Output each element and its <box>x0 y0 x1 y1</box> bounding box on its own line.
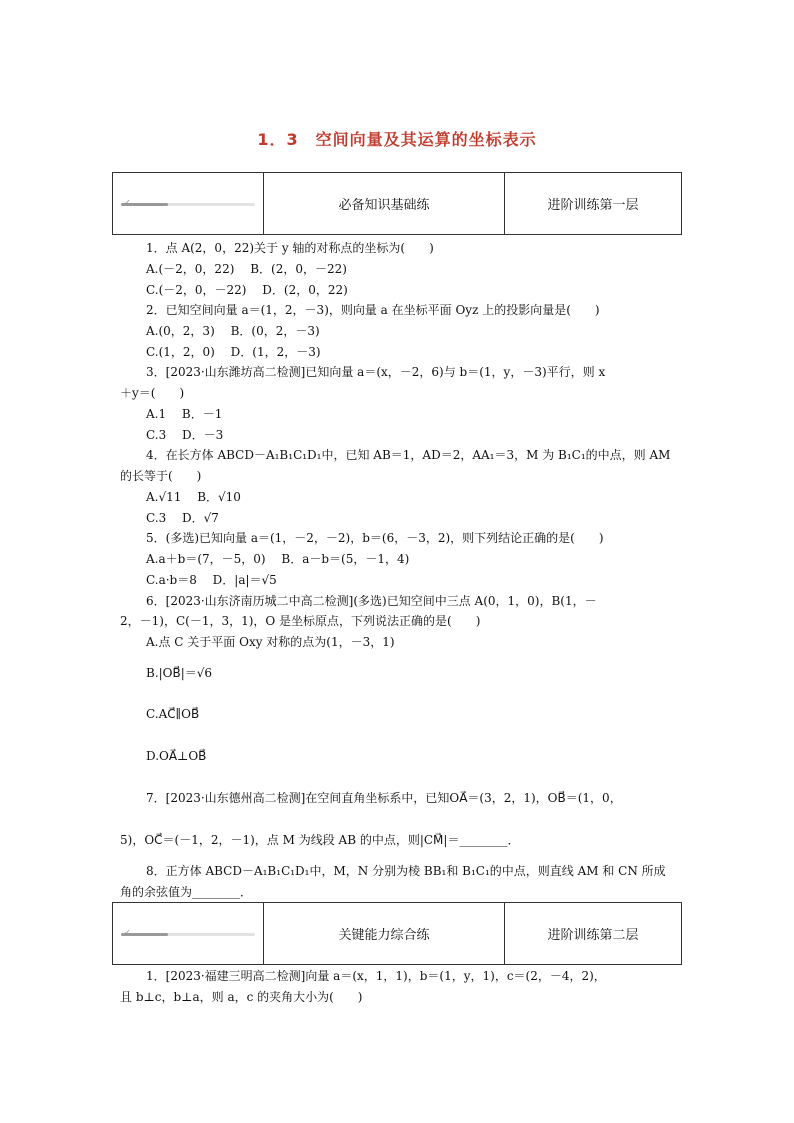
option-line: C.AC⃗∥OB⃗ <box>146 707 200 721</box>
progress-bar <box>121 197 255 207</box>
option-line: C.(1，2，0) D．(1，2，－3) <box>146 345 321 359</box>
section-label: 关键能力综合练 <box>264 903 505 964</box>
page-title: 1．3 空间向量及其运算的坐标表示 <box>257 130 537 149</box>
question-4: 4．在长方体 ABCD－A₁B₁C₁D₁中，已知 AB＝1，AD＝2，AA₁＝3，M 为 B₁C₁的中点，则 AM <box>146 448 671 462</box>
check-icon: ✓ <box>124 197 131 207</box>
option-line: A.(0，2，3) B．(0，2，－3) <box>146 324 320 338</box>
option-line: A.1 B．－1 <box>146 407 223 421</box>
progress-bar <box>121 927 255 937</box>
question-6-cont: 2，－1)，C(－1，3，1)，O 是坐标原点，下列说法正确的是( ) <box>120 614 481 628</box>
option-line: C.3 D．√7 <box>146 511 219 525</box>
option-line: C.(－2，0，－22) D．(2，0，22) <box>146 283 348 297</box>
question-8-cont: 角的余弦值为________． <box>120 885 253 899</box>
training-level: 进阶训练第一层 <box>547 198 639 213</box>
training-level: 进阶训练第二层 <box>547 928 639 943</box>
option-line: A.点 C 关于平面 Oxy 对称的点为(1，－3，1) <box>146 635 395 649</box>
check-icon: ✓ <box>124 927 131 937</box>
question-5: 5．(多选)已知向量 a＝(1，－2，－2)，b＝(6，－3，2)，则下列结论正确的是( ) <box>146 531 604 545</box>
question-1: 1．点 A(2，0，22)关于 y 轴的对称点的坐标为( ) <box>146 241 434 255</box>
progress-cell <box>113 173 264 234</box>
question-4-cont: 的长等于( ) <box>120 469 202 483</box>
option-line: A.a＋b＝(7，－5，0) B．a－b＝(5，－1，4) <box>146 552 410 566</box>
option-line: C.a·b＝8 D．|a|＝√5 <box>146 573 277 587</box>
section-header-1 <box>112 172 682 235</box>
question-6: 6．[2023·山东济南历城二中高二检测](多选)已知空间中三点 A(0，1，0)，B(1，－ <box>146 594 597 608</box>
section-label: 必备知识基础练 <box>264 173 505 234</box>
option-line: A.√11 B．√10 <box>146 490 241 504</box>
section2-question-1: 1．[2023·福建三明高二检测]向量 a＝(x，1，1)，b＝(1，y，1)，c＝(2，－4，2)， <box>146 969 606 983</box>
option-line: C.3 D．－3 <box>146 428 224 442</box>
question-7-cont: 5)，OC⃗＝(－1，2，－1)，点 M 为线段 AB 的中点，则|CM⃗|＝________． <box>120 833 520 847</box>
option-line: A.(－2，0，22) B．(2，0，－22) <box>146 262 347 276</box>
question-2: 2．已知空间向量 a＝(1，2，－3)，则向量 a 在坐标平面 Oyz 上的投影向量是( ) <box>146 303 600 317</box>
progress-cell <box>113 903 264 964</box>
option-line: B.|OB⃗|＝√6 <box>146 666 213 680</box>
section-header-2 <box>112 902 682 965</box>
question-3-cont: ＋y＝( ) <box>120 386 185 400</box>
section2-question-1-cont: 且 b⊥c，b⊥a，则 a，c 的夹角大小为( ) <box>120 990 363 1004</box>
question-3: 3．[2023·山东潍坊高二检测]已知向量 a＝(x，－2，6)与 b＝(1，y，－3)平行，则 x <box>146 365 606 379</box>
question-7: 7．[2023·山东德州高二检测]在空间直角坐标系中，已知OA⃗＝(3，2，1)，OB⃗＝(1，0， <box>146 791 622 805</box>
option-line: D.OA⃗⊥OB⃗ <box>146 749 207 763</box>
question-8: 8．正方体 ABCD－A₁B₁C₁D₁中，M，N 分别为棱 BB₁和 B₁C₁的中点，则直线 AM 和 CN 所成 <box>146 864 666 878</box>
